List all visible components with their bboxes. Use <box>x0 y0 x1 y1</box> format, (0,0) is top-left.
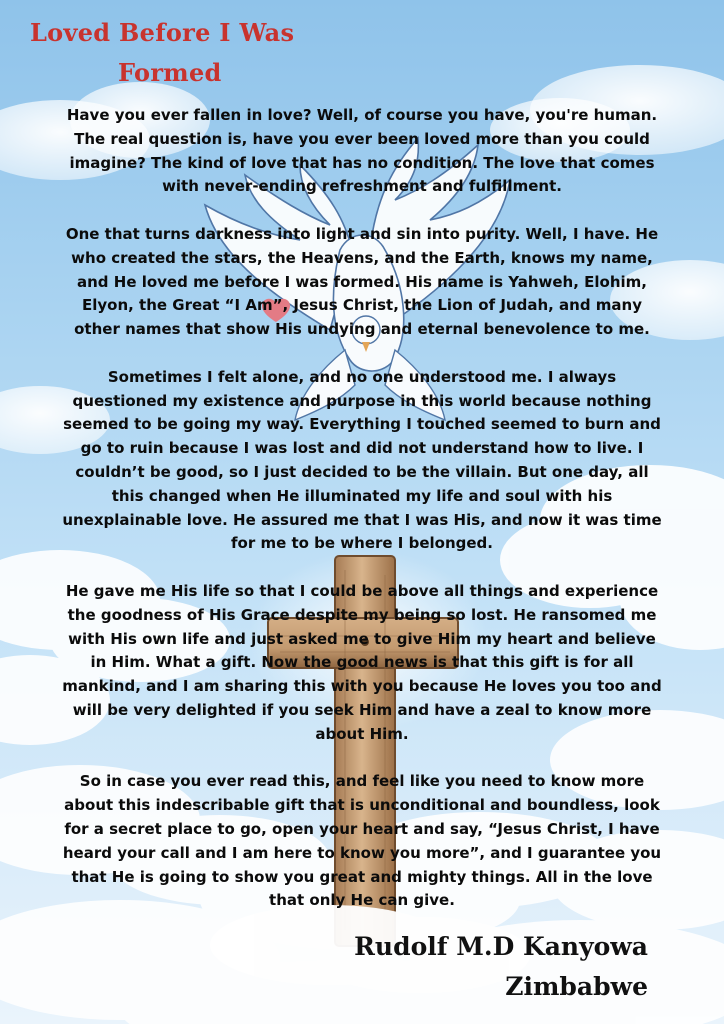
body-text <box>60 104 664 913</box>
paragraph: Sometimes I felt alone, and no one understood me. I always questioned my existence and purpose in this world because nothing seemed to be going my way. Everything I touched seemed to burn and go to ruin because I was lost and did not understand how to live. I couldn’t be good, so I just decided to be the villain. But one day, all this changed when He illuminated my life and soul with his unexplainable love. He assured me that I was His, and now it was time for me to be where I belonged. <box>62 367 662 553</box>
paragraph: He gave me His life so that I could be above all things and experience the goodness of His Grace despite my being so lost. He ransomed me with His own life and just asked me to give Him my heart and believe in Him. What a gift. Now the good news is that this gift is for all mankind, and I am sharing this with you because He loves you too and will be very delighted if you seek Him and have a zeal to know more about Him. <box>62 581 662 743</box>
author-name: Rudolf M.D Kanyowa <box>354 932 648 961</box>
paragraph: So in case you ever read this, and feel like you need to know more about this indescribable gift that is unconditional and boundless, look for a secret place to go, open your heart and say, “Jesus Christ, I have heard your call and I am here to know you more”, and I guarantee you that He is going to show you great and mighty things. All in the love that only He can give. <box>62 772 662 910</box>
author-country: Zimbabwe <box>505 972 648 1001</box>
title-line-1: Loved Before I Was <box>30 18 295 47</box>
paragraph: Have you ever fallen in love? Well, of course you have, you're human. The real question is, have you ever been loved more than you could imagine? The kind of love that has no condition. The love that comes with never-ending refreshment and fulfillment. <box>66 106 658 196</box>
title-line-2: Formed <box>118 58 222 87</box>
paragraph: One that turns darkness into light and sin into purity. Well, I have. He who created the stars, the Heavens, and the Earth, knows my name, and He loved me before I was formed. His name is Yahweh, Elohim, Elyon, the Great “I Am”, Jesus Christ, the Lion of Judah, and many other names that show His undying and eternal benevolence to me. <box>65 224 659 339</box>
